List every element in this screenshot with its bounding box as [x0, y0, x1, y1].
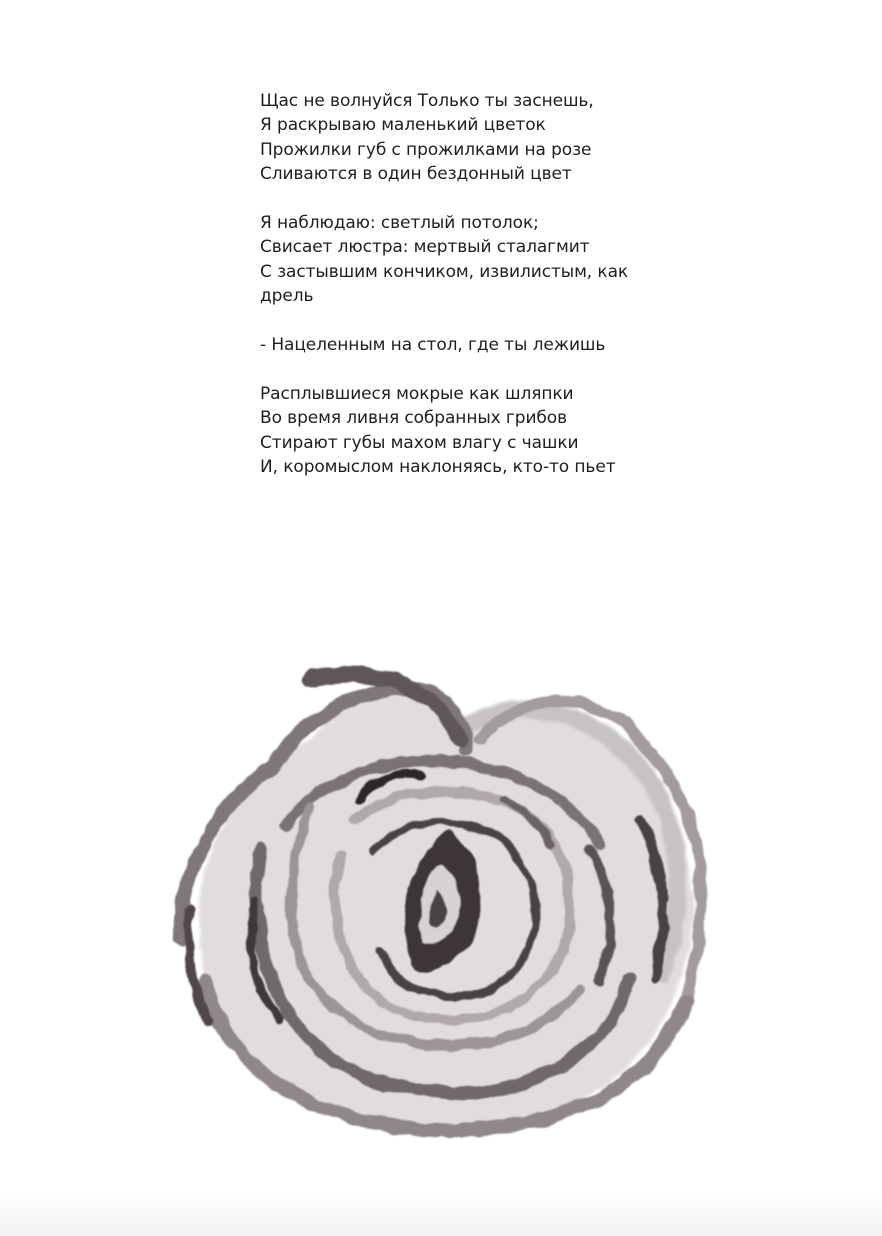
poem-line: Во время ливня собранных грибов: [260, 408, 568, 429]
poem-line: - Нацеленным на стол, где ты лежишь: [260, 335, 606, 356]
stanza-1: [260, 89, 640, 187]
poem-line: Сливаются в один бездонный цвет: [260, 164, 572, 185]
poem-line: И, коромыслом наклоняясь, кто-то пьет: [260, 457, 616, 478]
poem-line: Я наблюдаю: светлый потолок;: [260, 213, 539, 234]
poem-line: С застывшим кончиком, извилистым, как дрель: [260, 261, 629, 307]
poem-line: Прожилки губ с прожилками на розе: [260, 139, 592, 160]
stanza-4: [260, 382, 640, 480]
poem-line: Щас не волнуйся Только ты заснешь,: [260, 91, 594, 111]
poem-line: Стирают губы махом влагу с чашки: [260, 432, 579, 453]
stanza-3: [260, 333, 640, 357]
poem-line: Я раскрываю маленький цветок: [260, 115, 546, 136]
poem-text: [260, 89, 640, 504]
poem-line: Свисает люстра: мертвый сталагмит: [260, 237, 590, 258]
poem-line: Расплывшиеся мокрые как шляпки: [260, 383, 574, 404]
stanza-2: [260, 211, 640, 309]
rose-icon: [160, 650, 720, 1150]
